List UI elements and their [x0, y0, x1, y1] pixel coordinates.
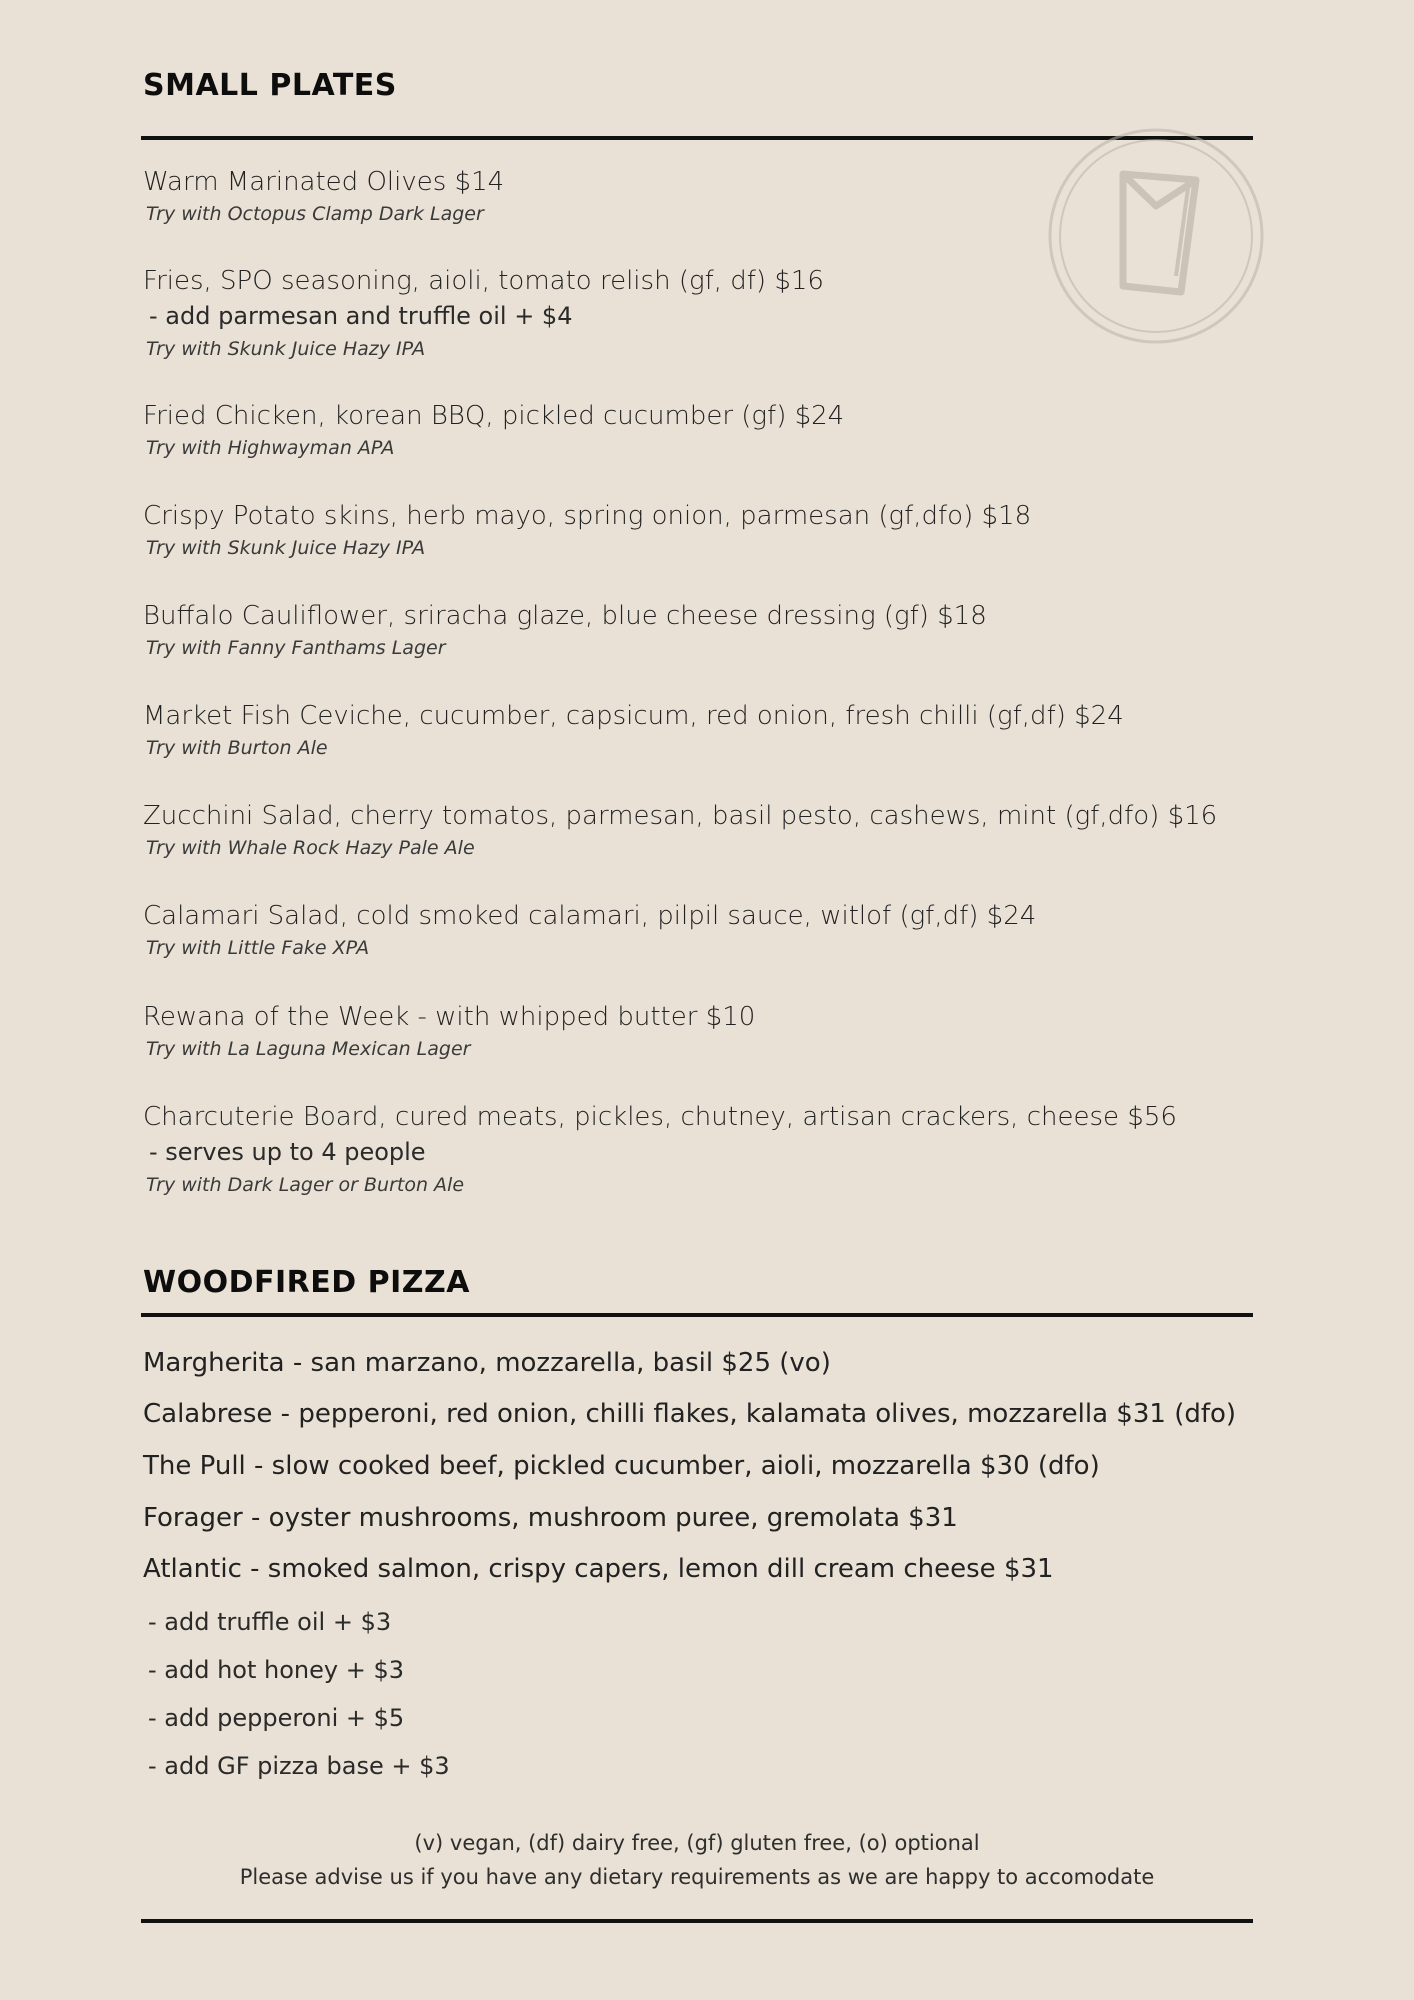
item-pairing: Try with Dark Lager or Burton Ale — [146, 1174, 465, 1196]
pizza-item: Calabrese - pepperoni, red onion, chilli flakes, kalamata olives, mozzarella $31 (dfo) — [143, 1399, 1237, 1429]
menu-item — [143, 1100, 1177, 1200]
pizza-item: Margherita - san marzano, mozzarella, basil $25 (vo) — [143, 1348, 831, 1378]
item-pairing: Try with Fanny Fanthams Lager — [146, 637, 446, 659]
pizza-item: Forager - oyster mushrooms, mushroom puree, gremolata $31 — [143, 1503, 958, 1533]
menu-item — [143, 899, 1143, 963]
section-divider — [141, 1313, 1253, 1317]
menu-item — [143, 599, 1143, 663]
item-name: Calamari Salad, cold smoked calamari, pilpil sauce, witlof (gf,df) $24 — [143, 901, 1037, 931]
menu-item — [143, 399, 1143, 463]
item-name: Rewana of the Week - with whipped butter $10 — [143, 1002, 756, 1032]
item-name: Zucchini Salad, cherry tomatos, parmesan, basil pesto, cashews, mint (gf,dfo) $16 — [143, 801, 1218, 831]
menu-item — [143, 499, 1143, 563]
pizza-addon: - add hot honey + $3 — [148, 1656, 405, 1684]
item-name: Fried Chicken, korean BBQ, pickled cucumber (gf) $24 — [143, 401, 845, 431]
item-pairing: Try with La Laguna Mexican Lager — [146, 1038, 471, 1060]
pizza-item: The Pull - slow cooked beef, pickled cucumber, aioli, mozzarella $30 (dfo) — [143, 1451, 1100, 1481]
dietary-advice: Please advise us if you have any dietary requirements as we are happy to accomodate — [239, 1865, 1155, 1889]
item-name: Buffalo Cauliflower, sriracha glaze, blue cheese dressing (gf) $18 — [143, 601, 987, 631]
footer-divider — [141, 1919, 1253, 1923]
menu-item — [143, 264, 1143, 364]
pizza-item: Atlantic - smoked salmon, crispy capers, lemon dill cream cheese $31 — [143, 1554, 1054, 1584]
item-name: Fries, SPO seasoning, aioli, tomato relish (gf, df) $16 — [143, 266, 824, 296]
section-title-woodfired-pizza: WOODFIRED PIZZA — [143, 1265, 470, 1300]
item-addon: - add parmesan and truffle oil + $4 — [149, 302, 573, 330]
section-title-small-plates: SMALL PLATES — [143, 68, 397, 103]
pizza-addon: - add GF pizza base + $3 — [148, 1752, 450, 1780]
item-pairing: Try with Highwayman APA — [146, 437, 395, 459]
item-pairing: Try with Whale Rock Hazy Pale Ale — [146, 837, 475, 859]
menu-item — [143, 1000, 1143, 1064]
menu-item — [143, 799, 1218, 863]
item-pairing: Try with Skunk Juice Hazy IPA — [146, 338, 426, 360]
menu-item — [143, 165, 1143, 229]
dietary-legend: (v) vegan, (df) dairy free, (gf) gluten free, (o) optional — [414, 1831, 980, 1855]
pizza-addon: - add truffle oil + $3 — [148, 1608, 392, 1636]
item-name: Market Fish Ceviche, cucumber, capsicum, red onion, fresh chilli (gf,df) $24 — [143, 701, 1124, 731]
item-pairing: Try with Octopus Clamp Dark Lager — [146, 203, 484, 225]
item-name: Crispy Potato skins, herb mayo, spring onion, parmesan (gf,dfo) $18 — [143, 501, 1032, 531]
item-name: Charcuterie Board, cured meats, pickles, chutney, artisan crackers, cheese $56 — [143, 1102, 1177, 1132]
item-pairing: Try with Skunk Juice Hazy IPA — [146, 537, 426, 559]
item-pairing: Try with Little Fake XPA — [146, 937, 370, 959]
pizza-addon: - add pepperoni + $5 — [148, 1704, 405, 1732]
item-pairing: Try with Burton Ale — [146, 737, 328, 759]
menu-item — [143, 699, 1143, 763]
item-addon: - serves up to 4 people — [149, 1138, 426, 1166]
item-name: Warm Marinated Olives $14 — [143, 167, 505, 197]
